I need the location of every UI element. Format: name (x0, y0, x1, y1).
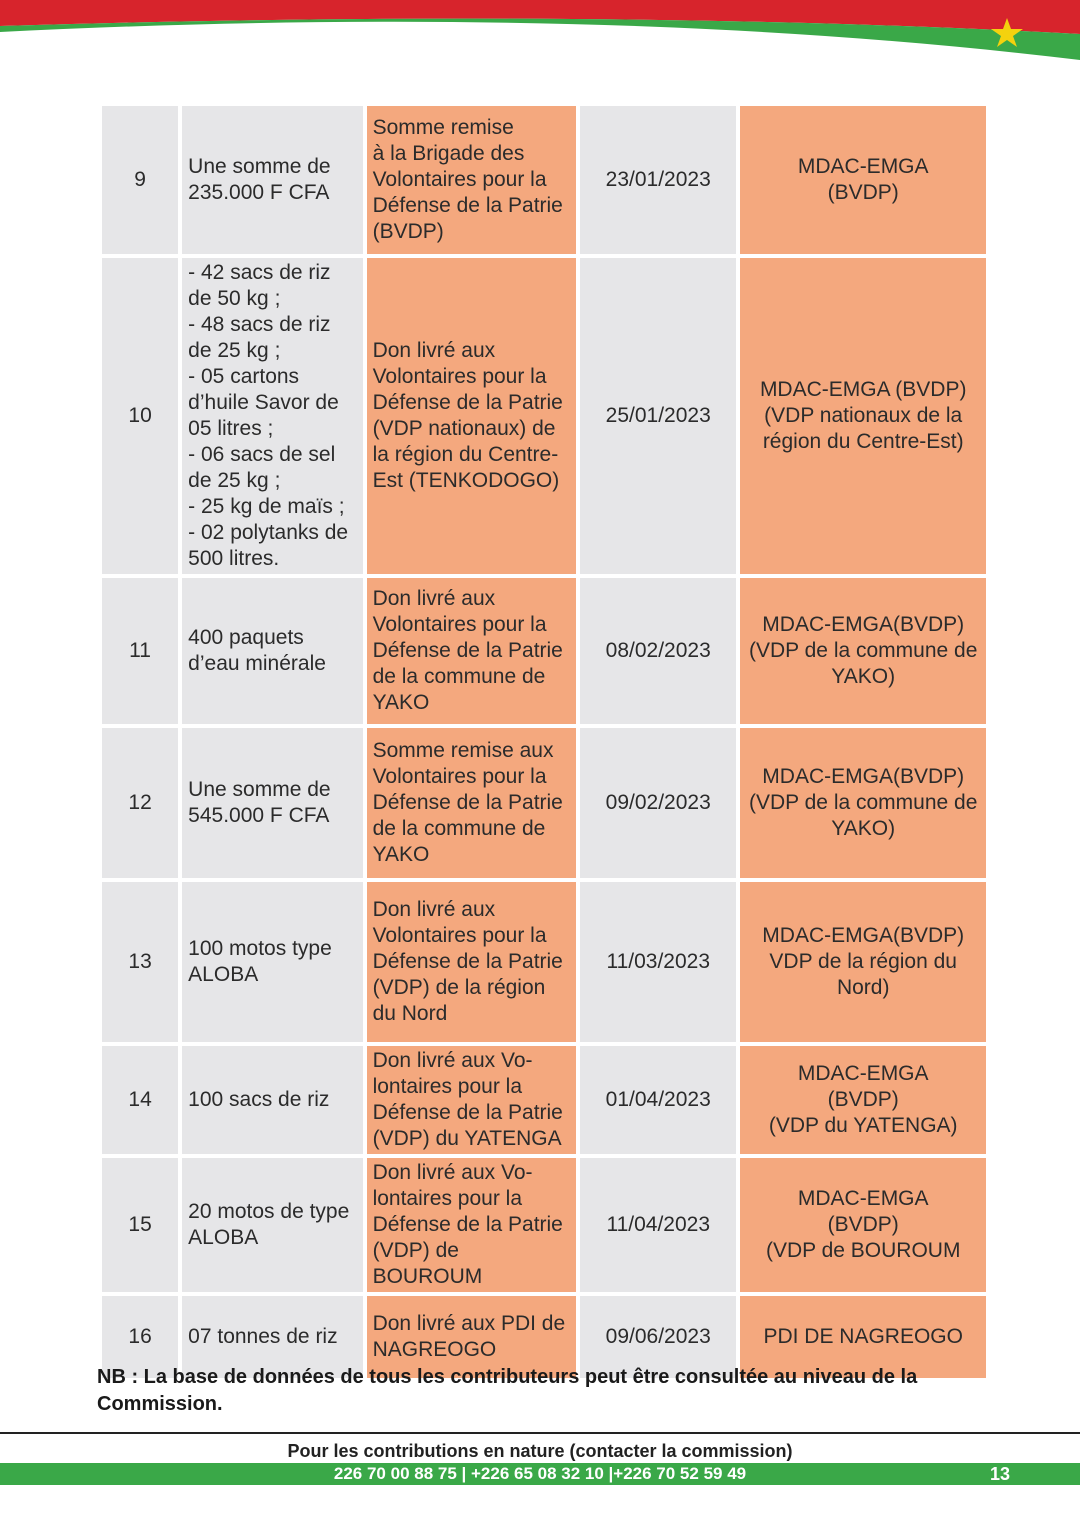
donation-description: Don livré aux Vo- lontaires pour la Défense de la Patrie (VDP) du YATENGA (367, 1046, 576, 1154)
row-number: 11 (102, 578, 178, 724)
donation-date: 11/03/2023 (580, 882, 736, 1042)
donation-recipient: MDAC-EMGA(BVDP) (VDP de la commune de YAKO) (740, 728, 986, 878)
row-number: 13 (102, 882, 178, 1042)
donation-recipient: MDAC-EMGA (BVDP) (VDP du YATENGA) (740, 1046, 986, 1154)
table-row (102, 1046, 986, 1154)
donation-description: Don livré aux PDI de NAGREOGO (367, 1296, 576, 1378)
row-number: 10 (102, 258, 178, 574)
donation-date: 08/02/2023 (580, 578, 736, 724)
donation-date: 25/01/2023 (580, 258, 736, 574)
donation-item: 400 paquets d’eau minérale (182, 578, 362, 724)
donation-description: Don livré aux Vo- lontaires pour la Défense de la Patrie (VDP) de BOUROUM (367, 1158, 576, 1292)
donation-item: Une somme de 235.000 F CFA (182, 106, 362, 254)
footer-divider (0, 1432, 1080, 1434)
table-row (102, 106, 986, 254)
donation-recipient: MDAC-EMGA (BVDP) (740, 106, 986, 254)
donation-item: 100 motos type ALOBA (182, 882, 362, 1042)
donation-description: Don livré aux Volontaires pour la Défense de la Patrie de la commune de YAKO (367, 578, 576, 724)
footer-phones: 226 70 00 88 75 | +226 65 08 32 10 |+226 70 52 59 49 (333, 1464, 747, 1483)
donation-description: Don livré aux Volontaires pour la Défense de la Patrie (VDP) de la région du Nord (367, 882, 576, 1042)
donation-item: 20 motos de type ALOBA (182, 1158, 362, 1292)
donation-item: 100 sacs de riz (182, 1046, 362, 1154)
donation-date: 09/06/2023 (580, 1296, 736, 1378)
footer-contact-label: Pour les contributions en nature (contacter la commission) (287, 1441, 793, 1461)
contributions-table (98, 102, 990, 1382)
table-row (102, 1158, 986, 1292)
donation-date: 01/04/2023 (580, 1046, 736, 1154)
donation-recipient: MDAC-EMGA(BVDP) VDP de la région du Nord) (740, 882, 986, 1042)
donation-recipient: MDAC-EMGA (BVDP) (VDP de BOUROUM (740, 1158, 986, 1292)
donation-description: Somme remise à la Brigade des Volontaires pour la Défense de la Patrie (BVDP) (367, 106, 576, 254)
donation-recipient: MDAC-EMGA (BVDP) (VDP nationaux de la région du Centre-Est) (740, 258, 986, 574)
donation-date: 23/01/2023 (580, 106, 736, 254)
donation-date: 11/04/2023 (580, 1158, 736, 1292)
table-row (102, 578, 986, 724)
row-number: 9 (102, 106, 178, 254)
donation-recipient: PDI DE NAGREOGO (740, 1296, 986, 1378)
flag-banner (0, 0, 1080, 70)
table-row (102, 728, 986, 878)
donation-item: Une somme de 545.000 F CFA (182, 728, 362, 878)
donation-description: Somme remise aux Volontaires pour la Défense de la Patrie de la commune de YAKO (367, 728, 576, 878)
donation-description: Don livré aux Volontaires pour la Défense de la Patrie (VDP nationaux) de la région du Centre- Est (TENKODOGO) (367, 258, 576, 574)
row-number: 12 (102, 728, 178, 878)
table-row (102, 882, 986, 1042)
table-row (102, 258, 986, 574)
donation-date: 09/02/2023 (580, 728, 736, 878)
page-number: 13 (989, 1464, 1011, 1484)
row-number: 15 (102, 1158, 178, 1292)
note-text: NB : La base de données de tous les contributeurs peut être consultée au niveau de la Commission. (97, 1366, 918, 1415)
donation-item: - 42 sacs de riz de 50 kg ; - 48 sacs de riz de 25 kg ; - 05 cartons d’huile Savor de 05 litres ; - 06 sacs de sel de 25 kg ; - 25 kg de maïs ; - 02 polytanks de 500 litres. (182, 258, 362, 574)
row-number: 16 (102, 1296, 178, 1378)
row-number: 14 (102, 1046, 178, 1154)
donation-item: 07 tonnes de riz (182, 1296, 362, 1378)
donation-recipient: MDAC-EMGA(BVDP) (VDP de la commune de YAKO) (740, 578, 986, 724)
